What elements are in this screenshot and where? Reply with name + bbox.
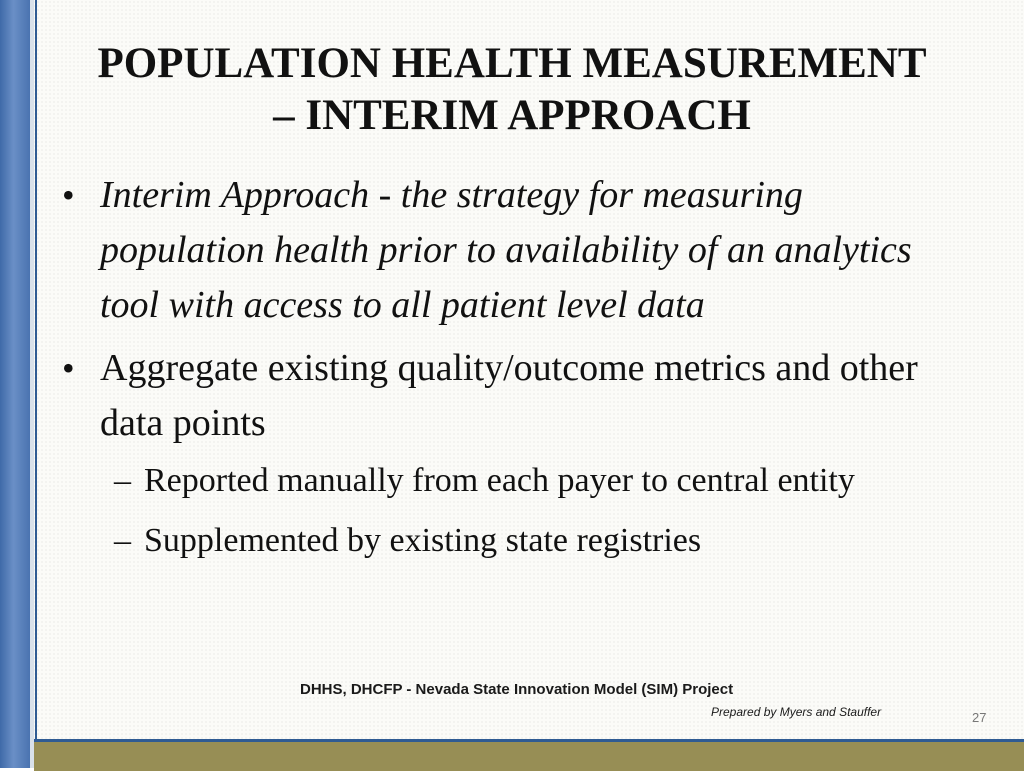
bullet-marker: •: [62, 348, 75, 388]
sub-bullet-text: Reported manually from each payer to central entity: [144, 462, 855, 499]
bullet-aggregate-metrics: [58, 341, 958, 451]
bullet-marker: •: [62, 175, 75, 215]
left-accent-bar: [0, 0, 30, 768]
bullet-interim-approach: [58, 168, 958, 333]
sub-bullet-marker: –: [114, 522, 131, 559]
slide-title: [50, 38, 974, 142]
left-accent-line: [35, 0, 37, 768]
sub-bullet-marker: –: [114, 462, 131, 499]
footer-project-name: DHHS, DHCFP - Nevada State Innovation Model (SIM) Project: [300, 681, 734, 698]
footer-prepared-by: Prepared by Myers and Stauffer: [711, 705, 882, 719]
slide-title-line-2: – INTERIM APPROACH: [273, 92, 751, 139]
bullet-text: Aggregate existing quality/outcome metrics and other data points: [100, 347, 918, 444]
bottom-accent-band: [34, 739, 1024, 771]
sub-bullet-text: Supplemented by existing state registries: [144, 522, 702, 559]
slide-content: [58, 168, 958, 579]
slide-page-number: 27: [972, 710, 987, 725]
bullet-text: Interim Approach - the strategy for measuring population health prior to availability of an analytics tool with access to all patient level data: [100, 174, 912, 326]
sub-bullet-state-registries: [58, 519, 958, 563]
slide-title-line-1: POPULATION HEALTH MEASUREMENT: [97, 40, 927, 87]
sub-bullet-reported-manually: [58, 459, 958, 503]
left-accent-highlight: [30, 0, 34, 768]
